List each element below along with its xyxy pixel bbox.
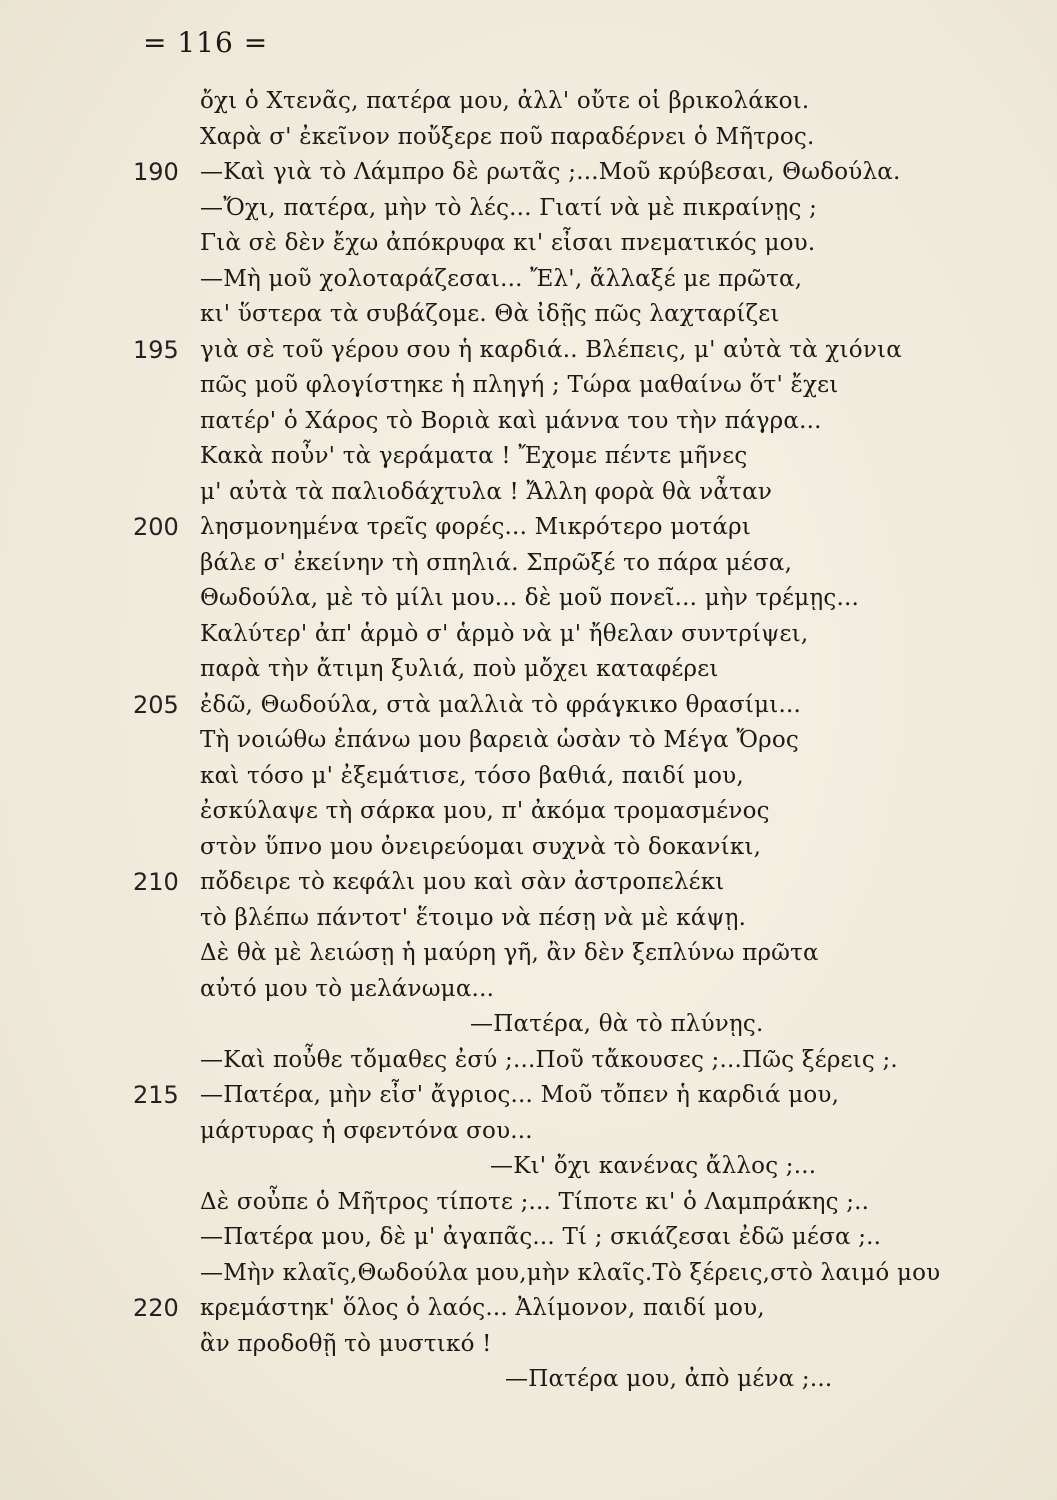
verse-text: —Καὶ ποὖθε τὄμαθες ἐσύ ;...Ποῦ τἄκουσες ;...Πῶς ξέρεις ;. xyxy=(200,1046,898,1073)
line-number: 195 xyxy=(133,335,179,364)
verse-lines xyxy=(0,84,1057,1398)
verse-line xyxy=(0,120,1057,156)
verse-line xyxy=(0,1220,1057,1256)
verse-line xyxy=(0,972,1057,1008)
verse-line xyxy=(0,794,1057,830)
verse-text: πατέρ' ὁ Χάρος τὸ Βοριὰ καὶ μάννα του τὴν πάγρα... xyxy=(200,407,822,434)
verse-line xyxy=(0,333,1057,369)
verse-line xyxy=(0,1078,1057,1114)
verse-line xyxy=(0,510,1057,546)
verse-text: στὸν ὕπνο μου ὀνειρεύομαι συχνὰ τὸ δοκανίκι, xyxy=(200,833,762,860)
verse-line xyxy=(0,901,1057,937)
verse-text: Χαρὰ σ' ἐκεῖνον ποὔξερε ποῦ παραδέρνει ὁ Μῆτρος. xyxy=(200,123,815,150)
verse-line xyxy=(0,1327,1057,1363)
verse-line xyxy=(0,368,1057,404)
verse-text: κρεμάστηκ' ὅλος ὁ λαός... Ἀλίμονον, παιδί μου, xyxy=(200,1295,765,1321)
verse-line xyxy=(0,1291,1057,1327)
verse-text: ἐδῶ, Θωδούλα, στὰ μαλλιὰ τὸ φράγκικο θρασίμι... xyxy=(200,691,801,718)
verse-line xyxy=(0,155,1057,191)
verse-text: μάρτυρας ἡ σφεντόνα σου... xyxy=(200,1117,533,1144)
verse-text: —Μὴ μοῦ χολοταράζεσαι... Ἔλ', ἄλλαξέ με πρῶτα, xyxy=(200,265,803,292)
verse-line xyxy=(0,1185,1057,1221)
verse-line xyxy=(0,475,1057,511)
verse-line xyxy=(0,1114,1057,1150)
verse-text: Δὲ θὰ μὲ λειώσῃ ἡ μαύρη γῆ, ἂν δὲν ξεπλύνω πρῶτα xyxy=(200,940,819,966)
verse-line xyxy=(0,723,1057,759)
line-number: 190 xyxy=(133,158,179,186)
line-number: 220 xyxy=(133,1294,179,1322)
verse-line xyxy=(0,1362,1057,1398)
verse-text: κι' ὕστερα τὰ συβάζομε. Θὰ ἰδῇς πῶς λαχταρίζει xyxy=(200,301,780,327)
verse-text: ἐσκύλαψε τὴ σάρκα μου, π' ἀκόμα τρομασμένος xyxy=(200,798,770,824)
verse-text: Κακὰ ποὖν' τὰ γεράματα ! Ἔχομε πέντε μῆνες xyxy=(200,443,748,469)
verse-text: Καλύτερ' ἀπ' ἁρμὸ σ' ἁρμὸ νὰ μ' ἤθελαν συντρίψει, xyxy=(200,620,809,647)
verse-line xyxy=(0,297,1057,333)
line-number: 200 xyxy=(133,513,179,541)
verse-line xyxy=(0,262,1057,298)
verse-line xyxy=(0,617,1057,653)
verse-line xyxy=(0,1007,1057,1043)
verse-line xyxy=(0,84,1057,120)
verse-line xyxy=(0,1256,1057,1292)
verse-text: ἂν προδοθῇ τὸ μυστικό ! xyxy=(200,1330,492,1357)
verse-text: —Κι' ὄχι κανένας ἄλλος ;... xyxy=(490,1153,817,1179)
verse-text: παρὰ τὴν ἄτιμη ξυλιά, ποὺ μὄχει καταφέρει xyxy=(200,656,719,682)
verse-line xyxy=(0,688,1057,724)
verse-text: τὸ βλέπω πάντοτ' ἕτοιμο νὰ πέσῃ νὰ μὲ κάψῃ. xyxy=(200,904,747,931)
verse-text: —Πατέρα μου, ἀπὸ μένα ;... xyxy=(505,1366,833,1392)
verse-text: Τὴ νοιώθω ἐπάνω μου βαρειὰ ὡσὰν τὸ Μέγα Ὄρος xyxy=(200,727,800,753)
verse-text: —Καὶ γιὰ τὸ Λάμπρο δὲ ρωτᾶς ;...Μοῦ κρύβεσαι, Θωδούλα. xyxy=(200,159,901,185)
verse-text: γιὰ σὲ τοῦ γέρου σου ἡ καρδιά.. Βλέπεις, μ' αὐτὰ τὰ χιόνια xyxy=(200,336,902,363)
verse-text: λησμονημένα τρεῖς φορές... Μικρότερο μοτάρι xyxy=(200,514,752,540)
verse-text: —Πατέρα, μὴν εἶσ' ἄγριος... Μοῦ τὄπεν ἡ καρδιά μου, xyxy=(200,1082,840,1108)
verse-line xyxy=(0,759,1057,795)
verse-text: καὶ τόσο μ' ἐξεμάτισε, τόσο βαθιά, παιδί μου, xyxy=(200,762,744,789)
verse-text: πῶς μοῦ φλογίστηκε ἡ πληγή ; Τώρα μαθαίνω ὅτ' ἔχει xyxy=(200,372,839,398)
verse-line xyxy=(0,439,1057,475)
verse-line xyxy=(0,191,1057,227)
verse-text: ὄχι ὁ Χτενᾶς, πατέρα μου, ἀλλ' οὔτε οἱ βρικολάκοι. xyxy=(200,88,810,114)
verse-line xyxy=(0,1043,1057,1079)
verse-text: μ' αὐτὰ τὰ παλιοδάχτυλα ! Ἄλλη φορὰ θὰ νἆταν xyxy=(200,478,772,505)
verse-line xyxy=(0,936,1057,972)
verse-text: Γιὰ σὲ δὲν ἔχω ἀπόκρυφα κι' εἶσαι πνεματικός μου. xyxy=(200,230,816,256)
verse-line xyxy=(0,1149,1057,1185)
verse-line xyxy=(0,226,1057,262)
verse-text: αὐτό μου τὸ μελάνωμα... xyxy=(200,975,495,1002)
verse-line xyxy=(0,652,1057,688)
verse-text: Δὲ σοὖπε ὁ Μῆτρος τίποτε ;... Τίποτε κι' ὁ Λαμπράκης ;.. xyxy=(200,1188,870,1215)
verse-text: βάλε σ' ἐκείνην τὴ σπηλιά. Σπρῶξέ το πάρα μέσα, xyxy=(200,549,793,576)
verse-text: —Ὄχι, πατέρα, μὴν τὸ λές... Γιατί νὰ μὲ πικραίνῃς ; xyxy=(200,194,818,221)
page-number: = 116 = xyxy=(143,26,269,59)
verse-line xyxy=(0,404,1057,440)
line-number: 210 xyxy=(133,868,179,896)
line-number: 215 xyxy=(133,1081,179,1109)
verse-line xyxy=(0,546,1057,582)
verse-text: —Πατέρα μου, δὲ μ' ἀγαπᾶς... Τί ; σκιάζεσαι ἐδῶ μέσα ;.. xyxy=(200,1224,882,1250)
verse-text: πὄδειρε τὸ κεφάλι μου καὶ σὰν ἀστροπελέκι xyxy=(200,869,725,895)
verse-text: Θωδούλα, μὲ τὸ μίλι μου... δὲ μοῦ πονεῖ... μὴν τρέμῃς... xyxy=(200,585,860,611)
verse-line xyxy=(0,865,1057,901)
verse-line xyxy=(0,581,1057,617)
verse-line xyxy=(0,830,1057,866)
line-number: 205 xyxy=(133,690,179,719)
verse-text: —Πατέρα, θὰ τὸ πλύνῃς. xyxy=(470,1011,764,1037)
verse-text: —Μὴν κλαῖς,Θωδούλα μου,μὴν κλαῖς.Τὸ ξέρεις,στὸ λαιμό μου xyxy=(200,1259,941,1286)
